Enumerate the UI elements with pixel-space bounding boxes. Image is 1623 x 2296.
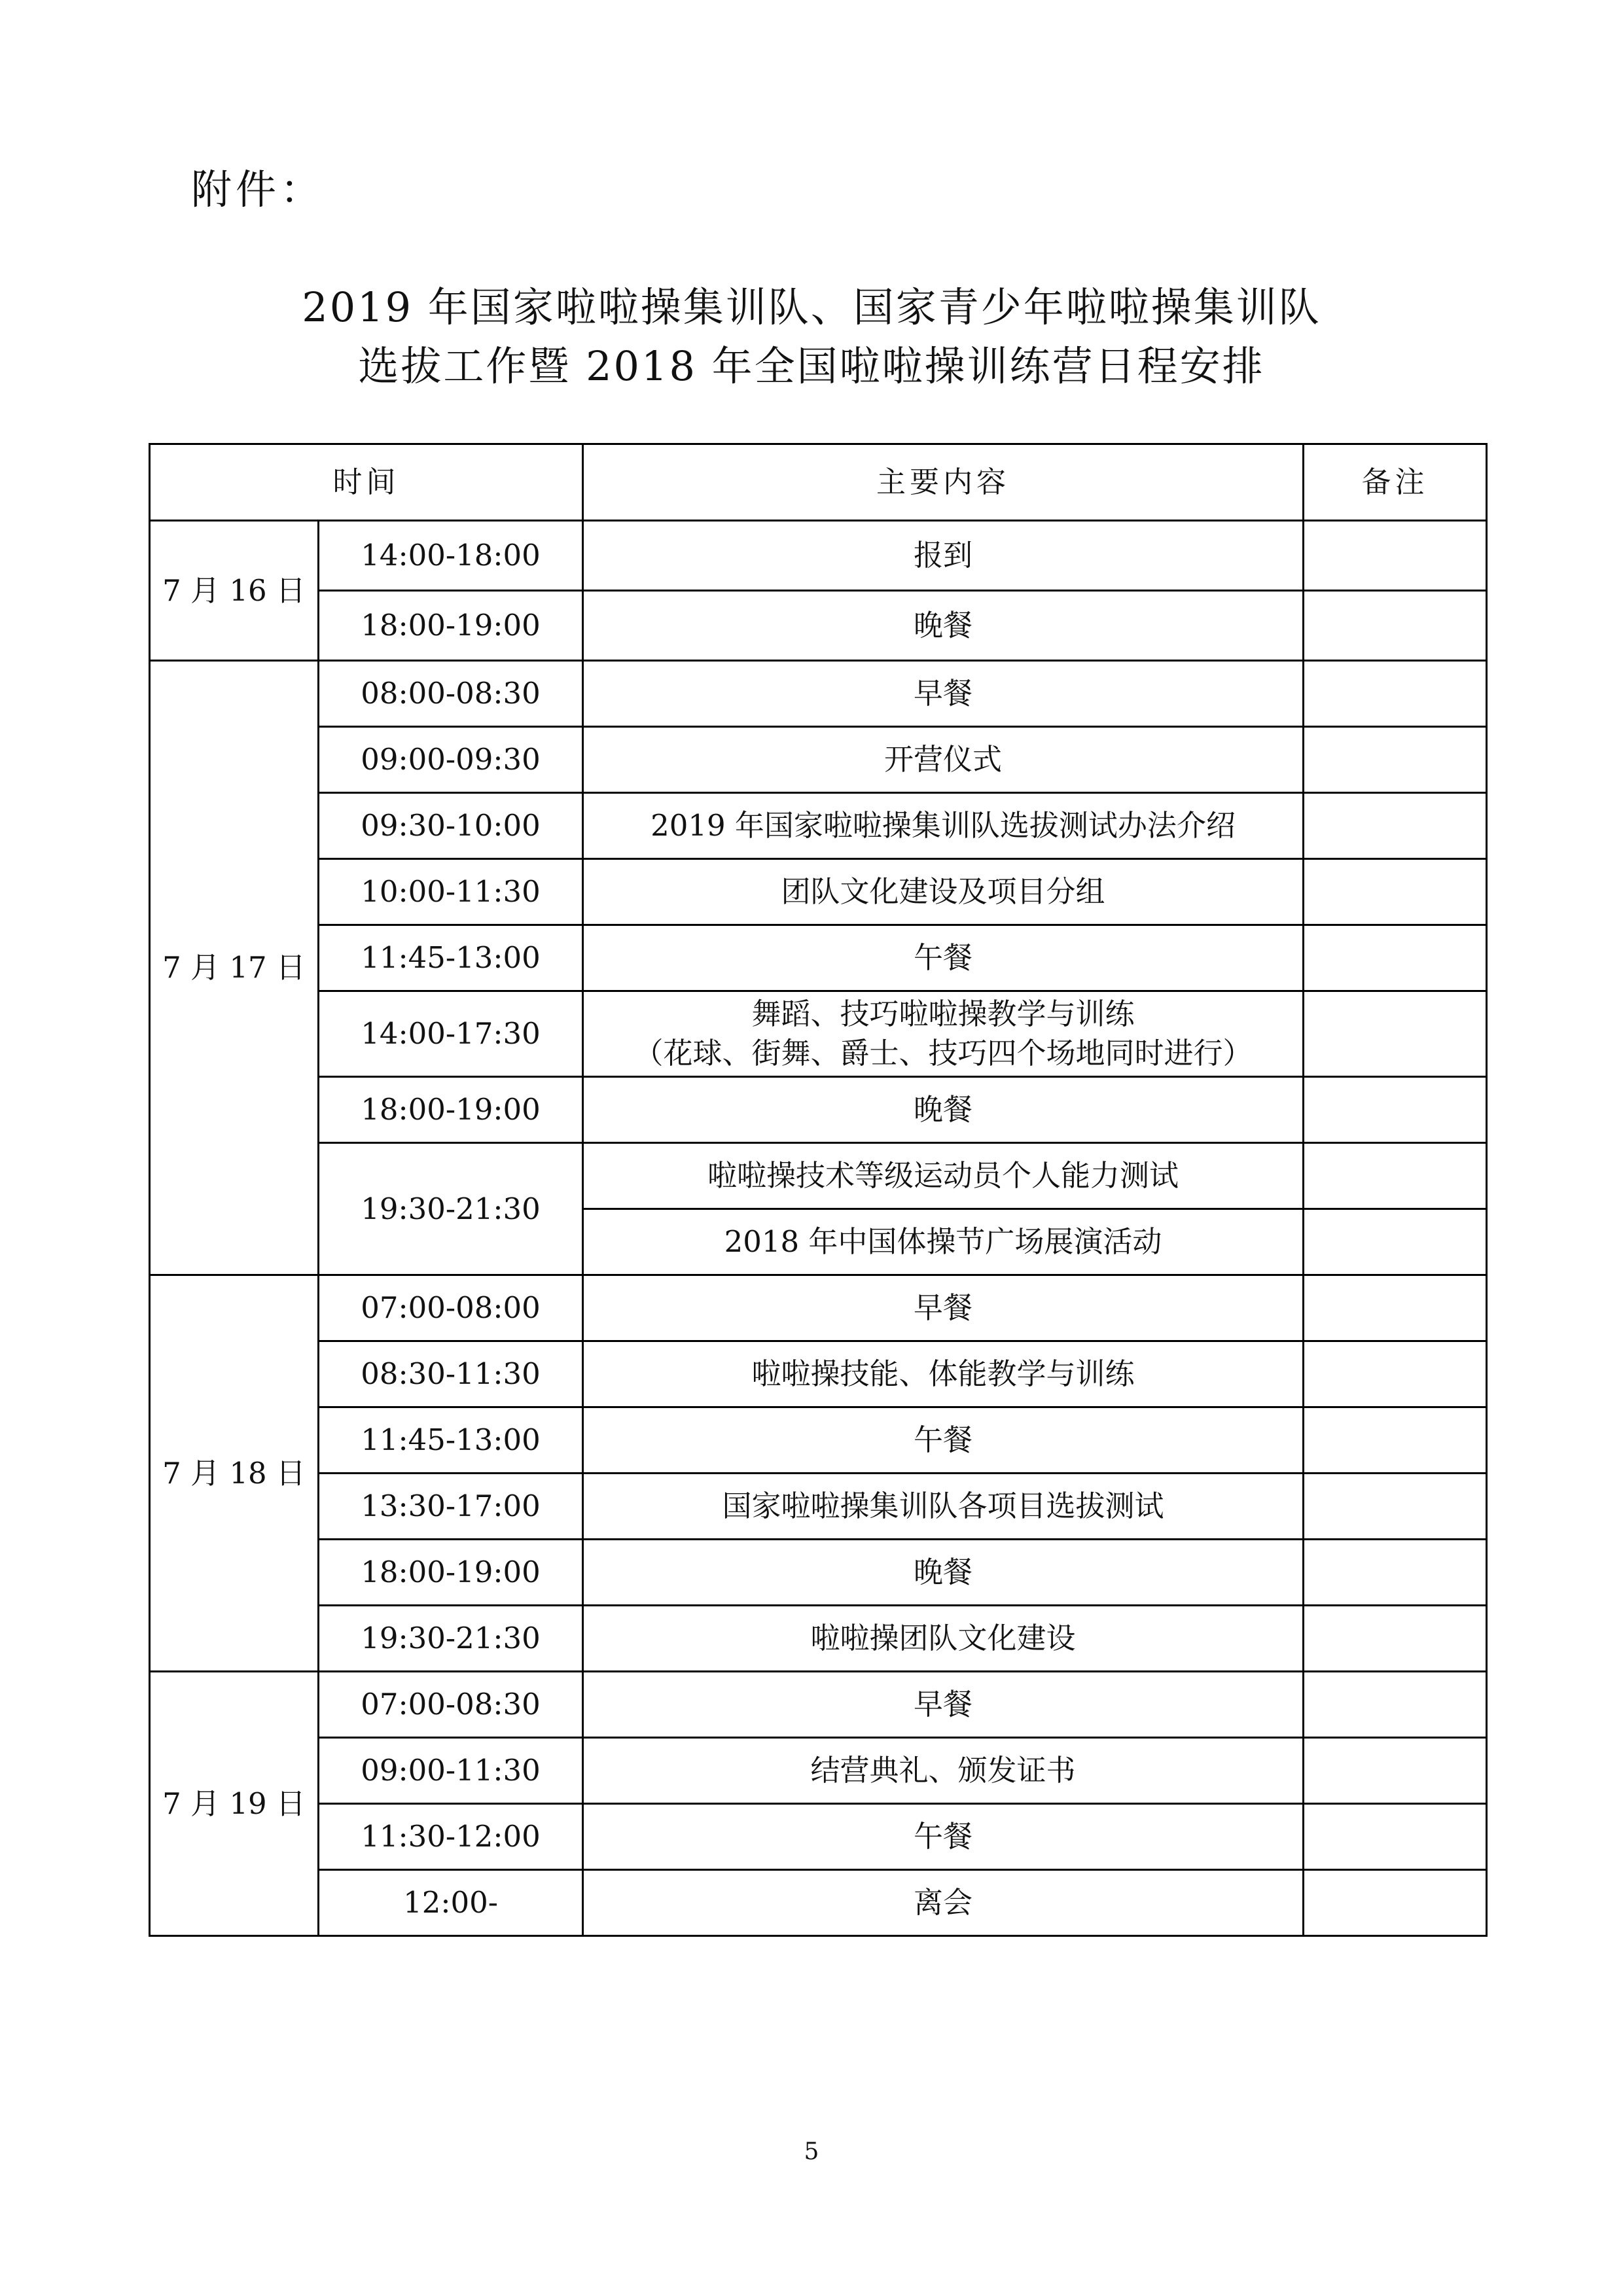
page-number: 5 [804, 2138, 819, 2165]
remarks-cell [1304, 1407, 1487, 1474]
time-cell: 11:45-13:00 [319, 1407, 583, 1474]
content-cell: 早餐 [583, 1672, 1304, 1738]
schedule-row [150, 1738, 1487, 1804]
schedule-row [150, 1540, 1487, 1606]
date-cell: 7 月 18 日 [150, 1275, 319, 1672]
remarks-cell [1304, 925, 1487, 991]
content-cell: 团队文化建设及项目分组 [583, 859, 1304, 925]
time-cell: 09:00-09:30 [319, 727, 583, 793]
time-cell: 18:00-19:00 [319, 591, 583, 661]
content-cell: 啦啦操技术等级运动员个人能力测试 [583, 1143, 1304, 1209]
schedule-row [150, 521, 1487, 591]
remarks-cell [1304, 591, 1487, 661]
remarks-cell [1304, 1804, 1487, 1870]
schedule-row [150, 1341, 1487, 1407]
schedule-row [150, 1606, 1487, 1672]
schedule-row [150, 591, 1487, 661]
content-text: 舞蹈、技巧啦啦操教学与训练 [751, 997, 1135, 1031]
time-cell: 19:30-21:30 [319, 1143, 583, 1275]
content-cell: 国家啦啦操集训队各项目选拔测试 [583, 1474, 1304, 1540]
content-cell: 啦啦操团队文化建设 [583, 1606, 1304, 1672]
time-cell: 09:00-11:30 [319, 1738, 583, 1804]
content-cell: 晚餐 [583, 591, 1304, 661]
remarks-cell [1304, 1870, 1487, 1936]
time-cell: 12:00- [319, 1870, 583, 1936]
content-note: （花球、街舞、爵士、技巧四个场地同时进行） [633, 1036, 1253, 1070]
content-cell: 午餐 [583, 1804, 1304, 1870]
content-cell: 晚餐 [583, 1077, 1304, 1143]
remarks-cell [1304, 521, 1487, 591]
remarks-cell [1304, 1077, 1487, 1143]
title-line-1: 2019 年国家啦啦操集训队、国家青少年啦啦操集训队 [302, 283, 1321, 331]
schedule-row [150, 925, 1487, 991]
content-cell: 午餐 [583, 925, 1304, 991]
time-cell: 07:00-08:00 [319, 1275, 583, 1341]
time-cell: 08:00-08:30 [319, 661, 583, 727]
remarks-cell [1304, 793, 1487, 859]
content-cell: 啦啦操技能、体能教学与训练 [583, 1341, 1304, 1407]
content-cell: 早餐 [583, 1275, 1304, 1341]
header-content: 主要内容 [583, 444, 1304, 521]
content-cell: 晚餐 [583, 1540, 1304, 1606]
remarks-cell [1304, 1540, 1487, 1606]
remarks-cell [1304, 1143, 1487, 1209]
date-cell: 7 月 19 日 [150, 1672, 319, 1936]
time-cell: 09:30-10:00 [319, 793, 583, 859]
schedule-row [150, 1275, 1487, 1341]
remarks-cell [1304, 1672, 1487, 1738]
schedule-row [150, 793, 1487, 859]
remarks-cell [1304, 1341, 1487, 1407]
content-cell [583, 991, 1304, 1077]
time-cell: 11:30-12:00 [319, 1804, 583, 1870]
content-cell: 结营典礼、颁发证书 [583, 1738, 1304, 1804]
time-cell: 18:00-19:00 [319, 1077, 583, 1143]
content-cell: 2018 年中国体操节广场展演活动 [583, 1209, 1304, 1275]
schedule-row [150, 991, 1487, 1077]
time-cell: 10:00-11:30 [319, 859, 583, 925]
content-cell: 午餐 [583, 1407, 1304, 1474]
remarks-cell [1304, 661, 1487, 727]
date-cell: 7 月 16 日 [150, 521, 319, 661]
remarks-cell [1304, 859, 1487, 925]
remarks-cell [1304, 727, 1487, 793]
content-cell: 早餐 [583, 661, 1304, 727]
header-time: 时间 [150, 444, 583, 521]
remarks-cell [1304, 1474, 1487, 1540]
schedule-row [150, 1077, 1487, 1143]
schedule-row [150, 1672, 1487, 1738]
schedule-row [150, 859, 1487, 925]
content-cell: 离会 [583, 1870, 1304, 1936]
remarks-cell [1304, 1738, 1487, 1804]
time-cell: 07:00-08:30 [319, 1672, 583, 1738]
time-cell: 14:00-18:00 [319, 521, 583, 591]
remarks-cell [1304, 1275, 1487, 1341]
schedule-row [150, 1474, 1487, 1540]
time-cell: 11:45-13:00 [319, 925, 583, 991]
time-cell: 08:30-11:30 [319, 1341, 583, 1407]
attachment-label: 附件： [191, 166, 325, 213]
schedule-row [150, 661, 1487, 727]
title-line-2: 选拔工作暨 2018 年全国啦啦操训练营日程安排 [358, 342, 1265, 390]
time-cell: 14:00-17:30 [319, 991, 583, 1077]
remarks-cell [1304, 1606, 1487, 1672]
schedule-row [150, 1804, 1487, 1870]
schedule-row [150, 1870, 1487, 1936]
schedule-table [149, 443, 1488, 1937]
date-cell: 7 月 17 日 [150, 661, 319, 1275]
content-cell: 2019 年国家啦啦操集训队选拔测试办法介绍 [583, 793, 1304, 859]
content-cell: 报到 [583, 521, 1304, 591]
header-remarks: 备注 [1304, 444, 1487, 521]
remarks-cell [1304, 991, 1487, 1077]
schedule-row [150, 1143, 1487, 1209]
time-cell: 19:30-21:30 [319, 1606, 583, 1672]
time-cell: 13:30-17:00 [319, 1474, 583, 1540]
header-row [150, 444, 1487, 521]
time-cell: 18:00-19:00 [319, 1540, 583, 1606]
schedule-row [150, 727, 1487, 793]
content-cell: 开营仪式 [583, 727, 1304, 793]
remarks-cell [1304, 1209, 1487, 1275]
schedule-row [150, 1407, 1487, 1474]
